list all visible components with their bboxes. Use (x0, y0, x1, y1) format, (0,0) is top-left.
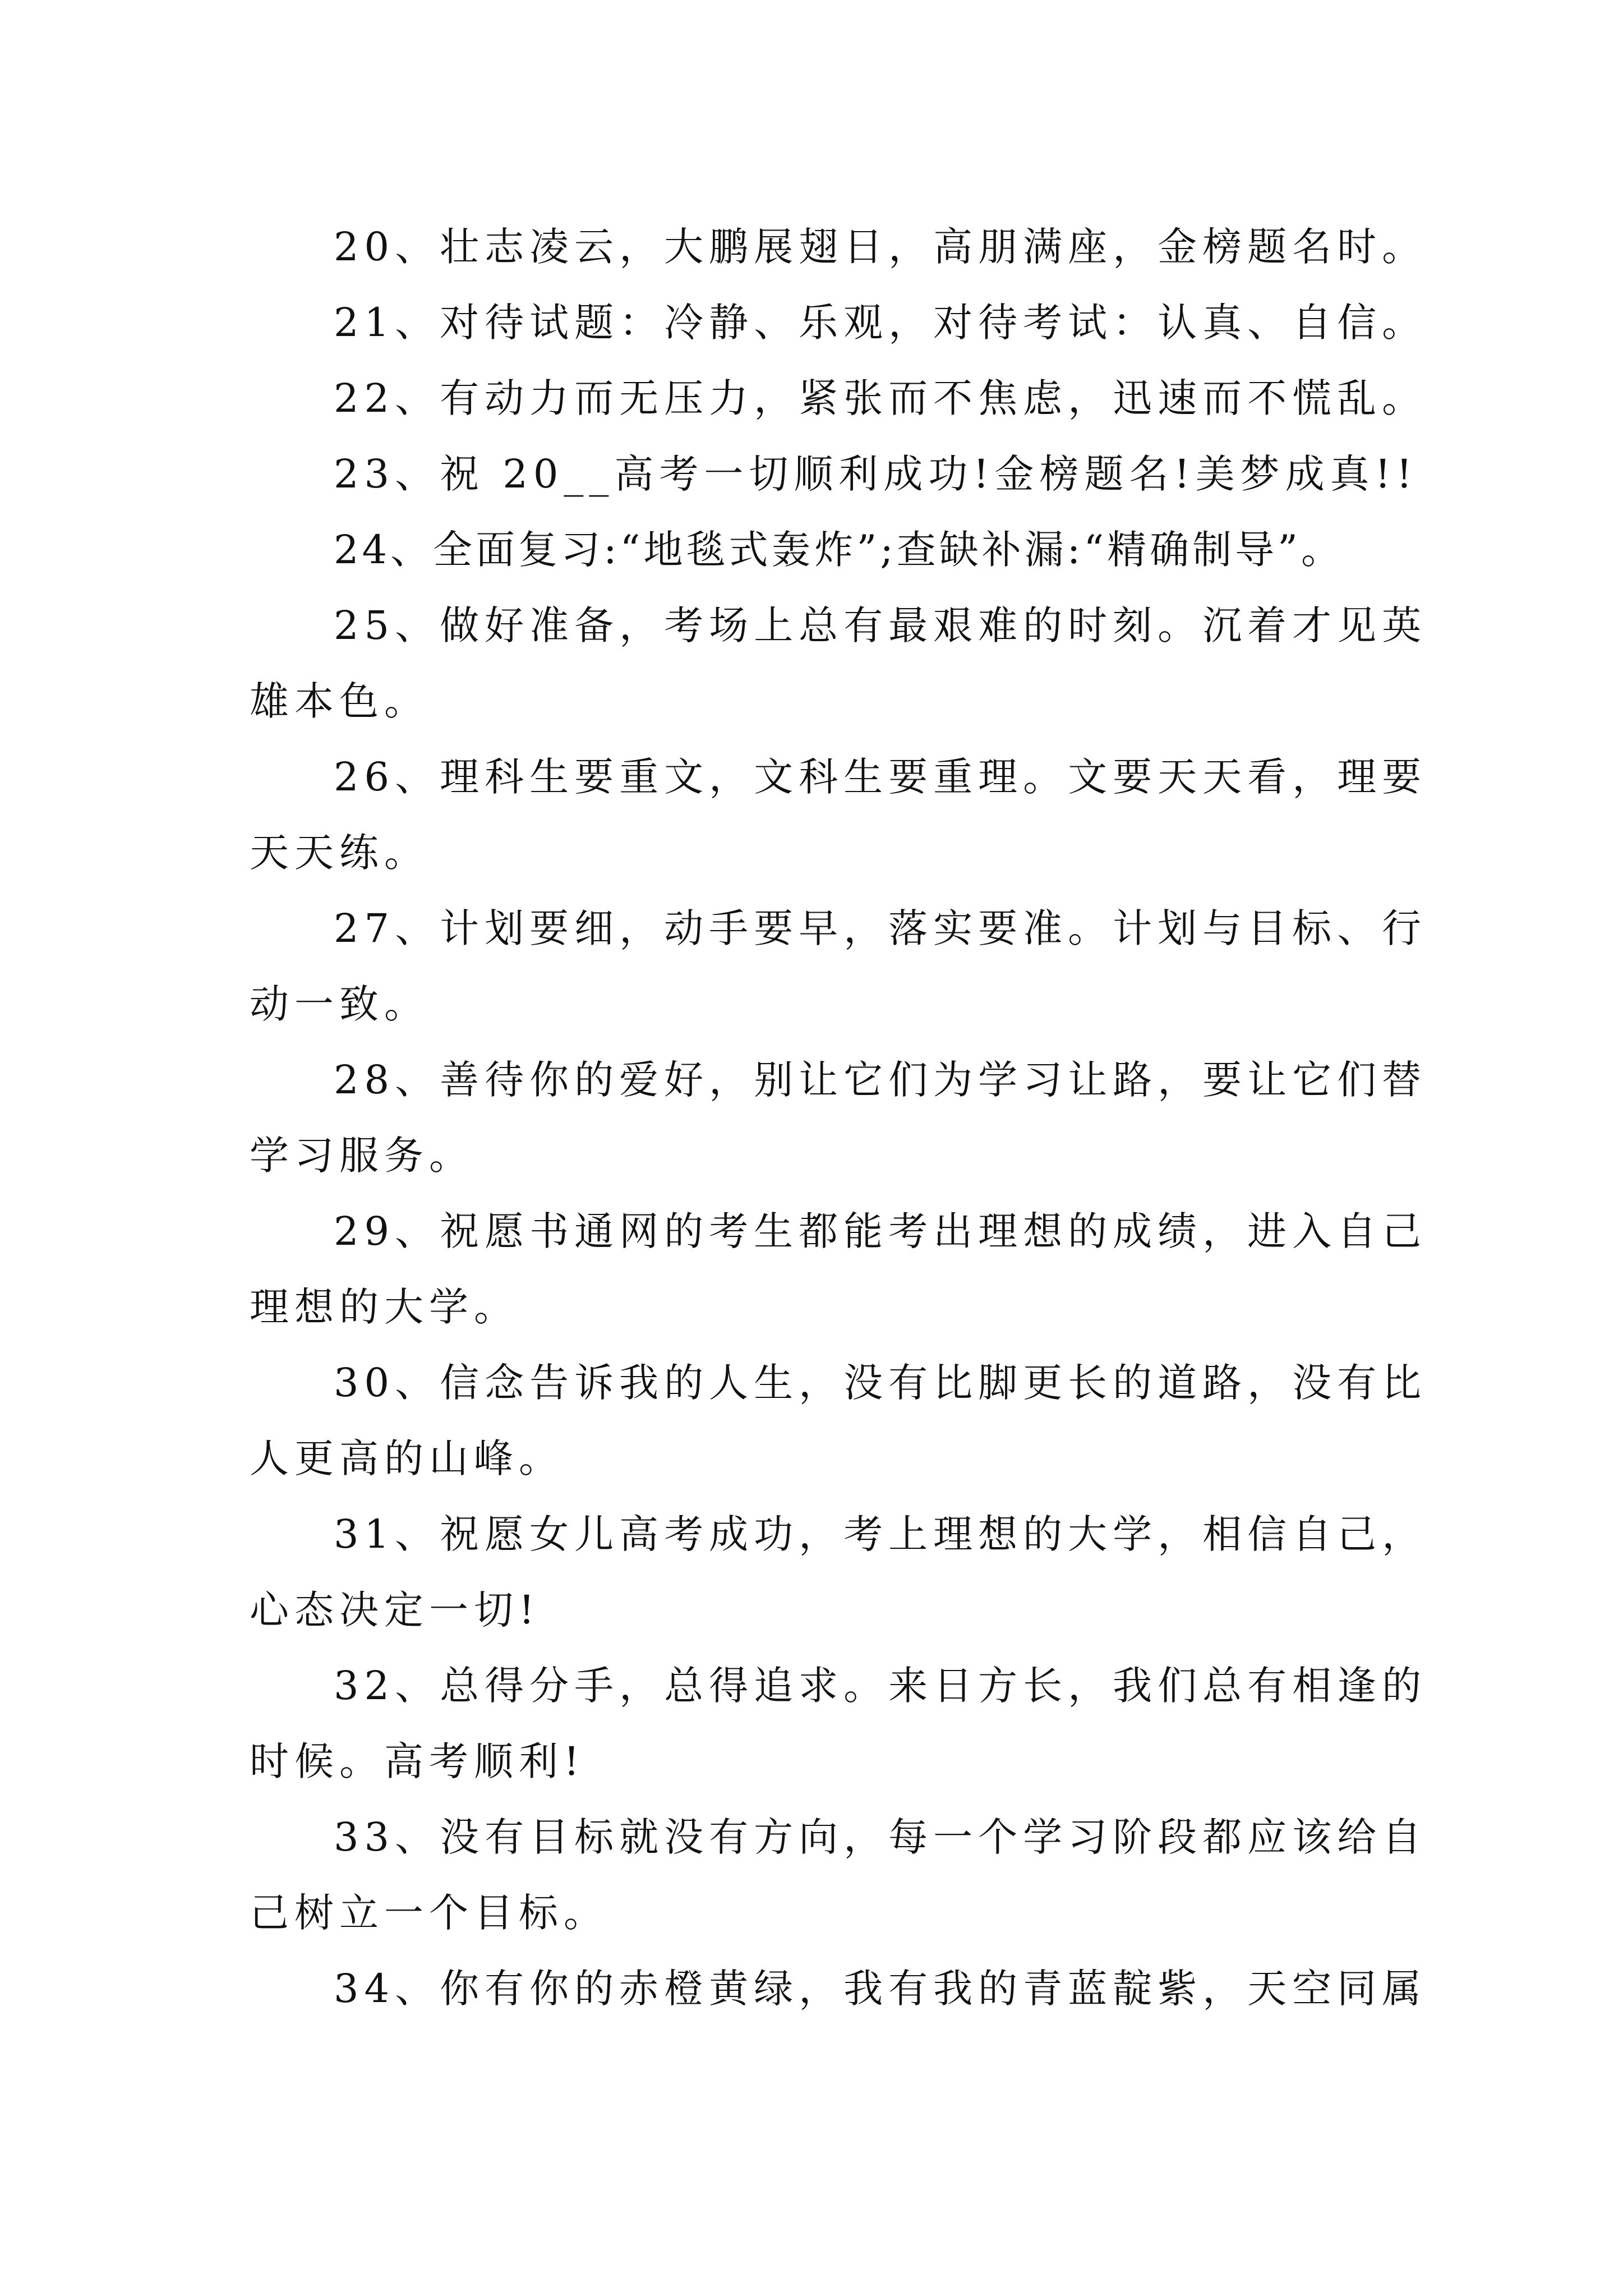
list-item-continuation: 时候。高考顺利! (250, 1738, 585, 1784)
list-item-continuation: 学习服务。 (250, 1133, 474, 1179)
list-item: 31、祝愿女儿高考成功，考上理想的大学，相信自己， (334, 1511, 1427, 1557)
list-item: 23、祝 20__高考一切顺利成功!金榜题名!美梦成真!! (334, 451, 1418, 497)
list-item: 22、有动力而无压力，紧张而不焦虑，迅速而不慌乱。 (334, 375, 1427, 421)
list-item: 32、总得分手，总得追求。来日方长，我们总有相逢的 (334, 1663, 1427, 1709)
list-item-continuation: 雄本色。 (250, 678, 429, 724)
list-item: 20、壮志凌云，大鹏展翅日，高朋满座，金榜题名时。 (334, 224, 1427, 270)
list-item: 25、做好准备，考场上总有最艰难的时刻。沉着才见英 (334, 602, 1427, 648)
list-item-continuation: 人更高的山峰。 (250, 1435, 564, 1481)
list-item-continuation: 己树立一个目标。 (250, 1890, 608, 1936)
list-item-continuation: 理想的大学。 (250, 1284, 519, 1330)
list-item: 28、善待你的爱好，别让它们为学习让路，要让它们替 (334, 1057, 1427, 1103)
list-item: 34、你有你的赤橙黄绿，我有我的青蓝靛紫，天空同属 (334, 1966, 1427, 2012)
list-item: 24、全面复习:“地毯式轰炸”;查缺补漏:“精确制导”。 (334, 527, 1344, 573)
list-item-continuation: 动一致。 (250, 981, 429, 1027)
list-item: 30、信念告诉我的人生，没有比脚更长的道路，没有比 (334, 1360, 1427, 1406)
list-item: 26、理科生要重文，文科生要重理。文要天天看，理要 (334, 754, 1427, 800)
list-item: 33、没有目标就没有方向，每一个学习阶段都应该给自 (334, 1814, 1427, 1860)
list-item: 27、计划要细，动手要早，落实要准。计划与目标、行 (334, 905, 1427, 951)
list-item: 21、对待试题：冷静、乐观，对待考试：认真、自信。 (334, 300, 1427, 346)
list-item-continuation: 心态决定一切! (250, 1587, 541, 1633)
list-item: 29、祝愿书通网的考生都能考出理想的成绩，进入自己 (334, 1208, 1427, 1254)
list-item-continuation: 天天练。 (250, 830, 429, 876)
